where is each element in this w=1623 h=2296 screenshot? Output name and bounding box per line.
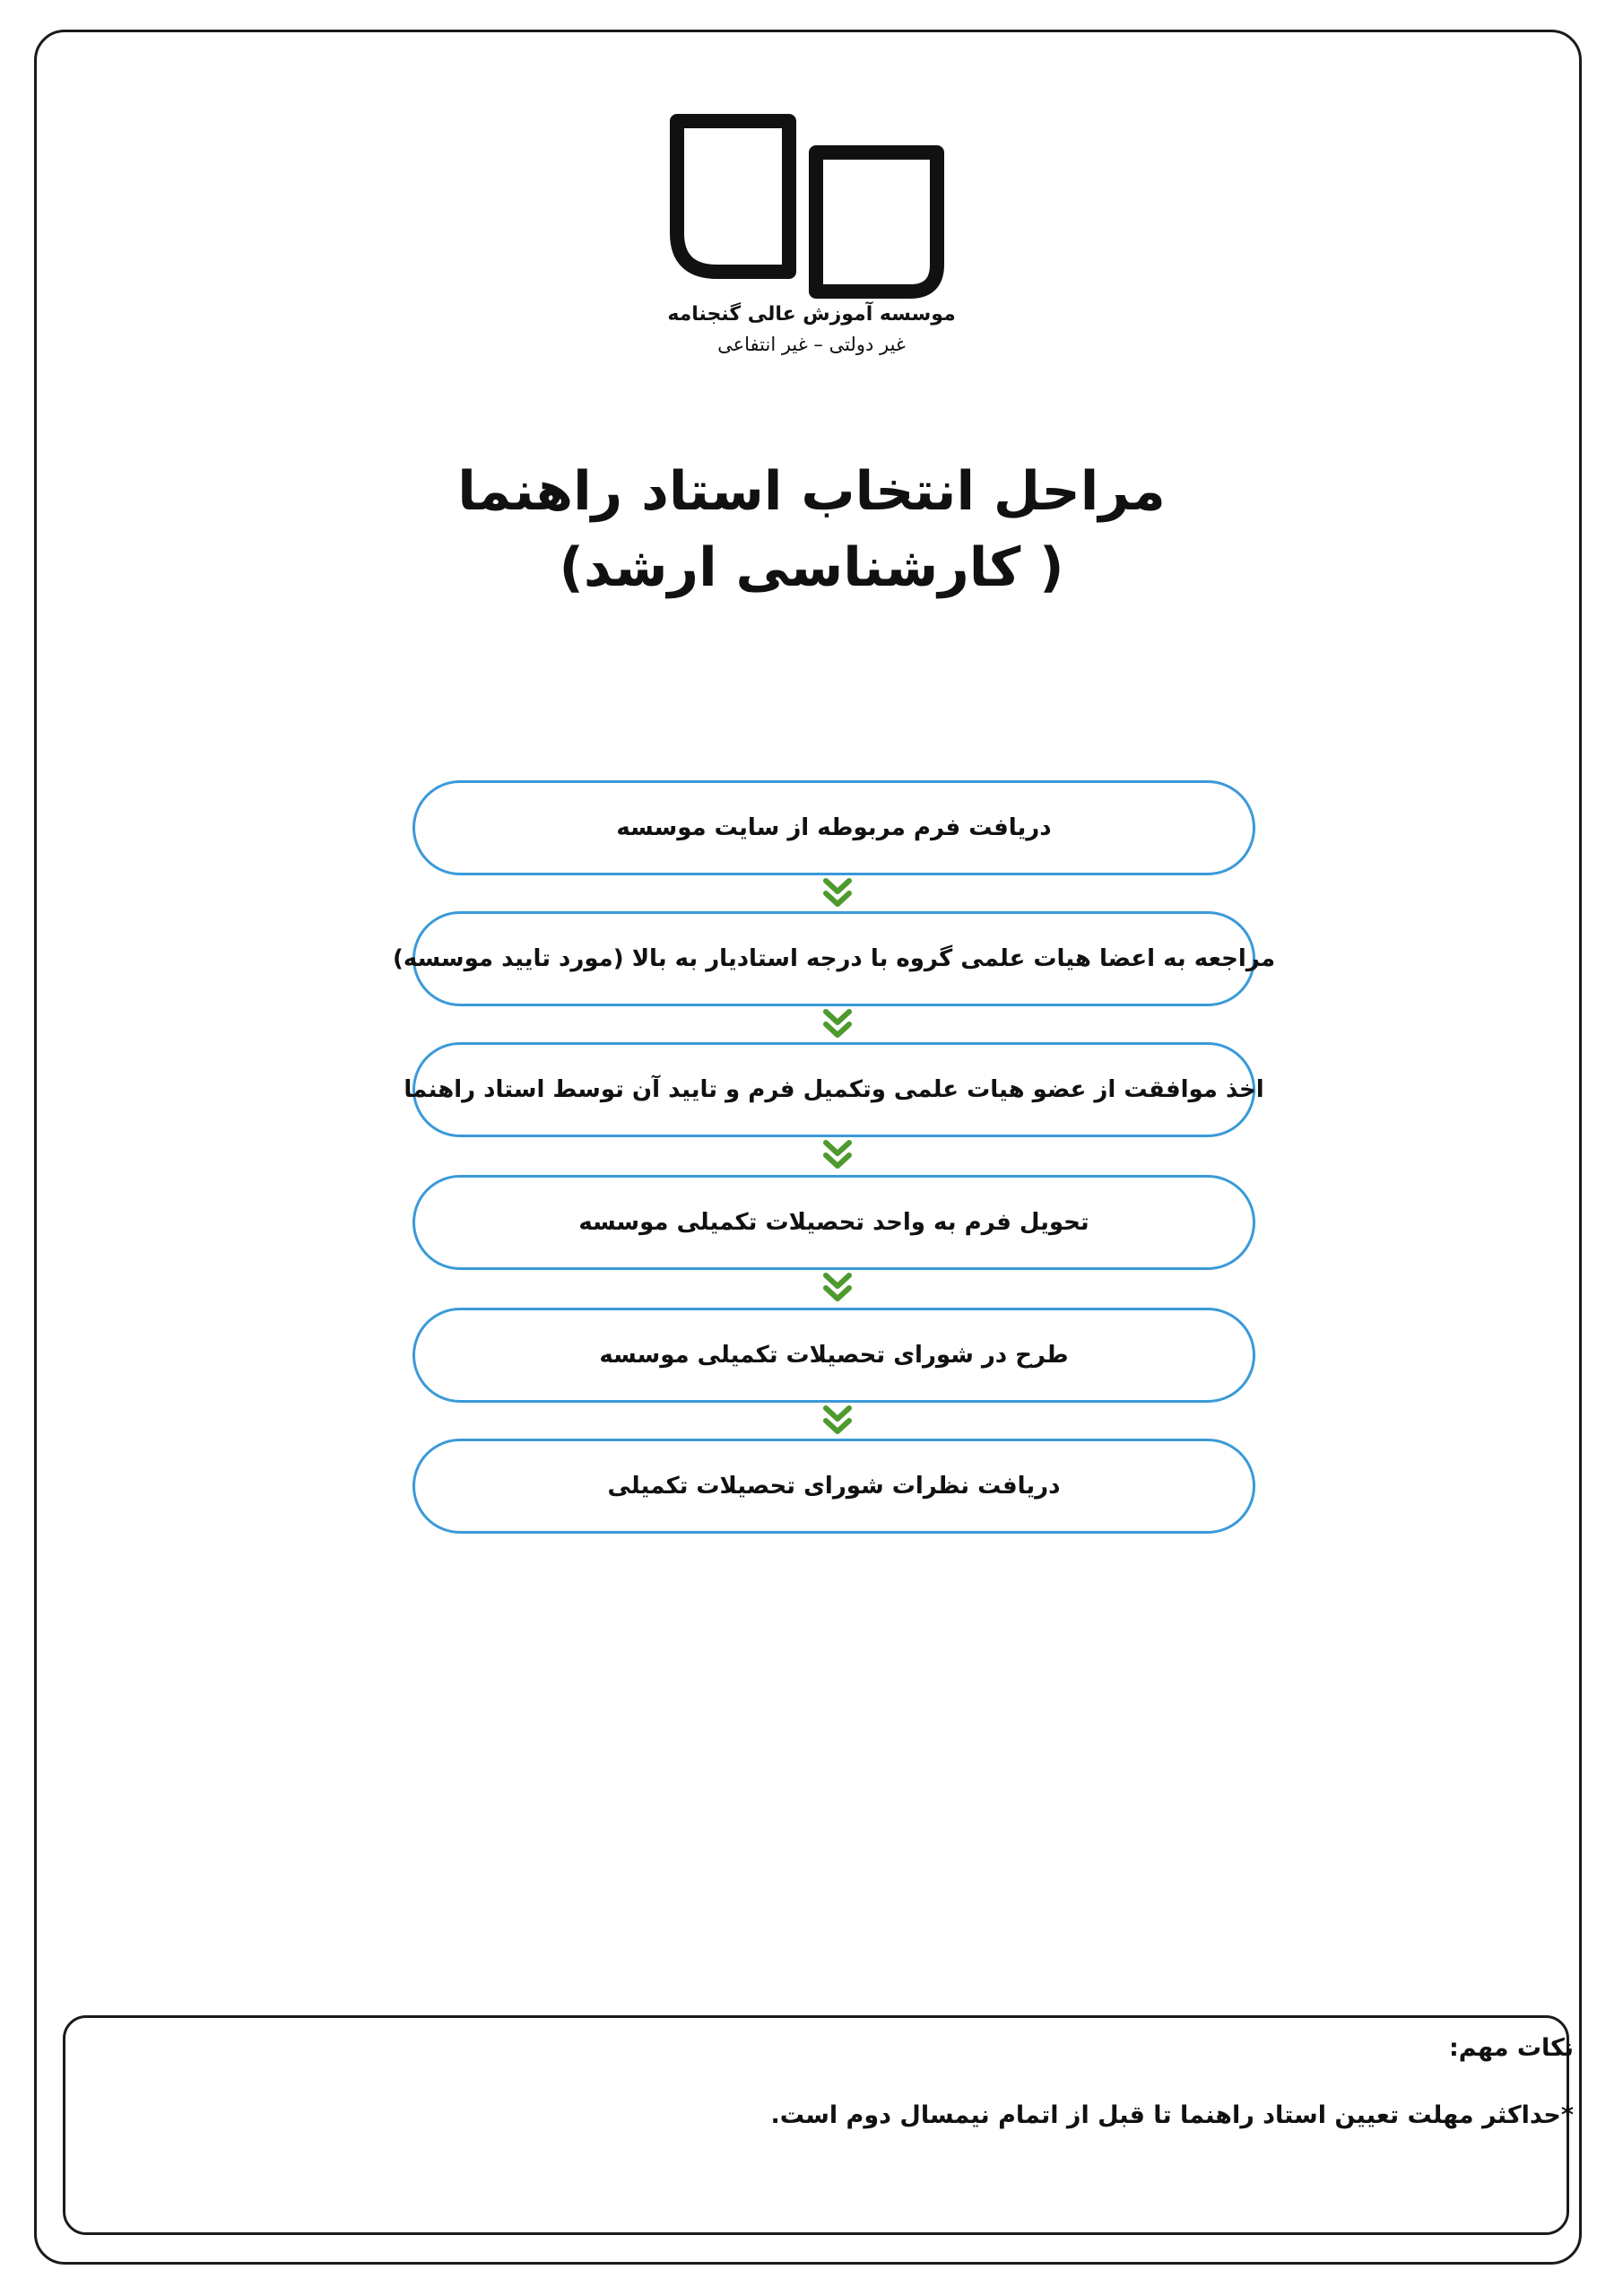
flow-step-label: دریافت فرم مربوطه از سایت موسسه <box>616 814 1052 841</box>
org-type: غیر دولتی – غیر انتفاعی <box>717 334 906 355</box>
flow-step-label: طرح در شورای تحصیلات تکمیلی موسسه <box>599 1342 1069 1369</box>
flow-step-label: مراجعه به اعضا هیات علمی گروه با درجه استادیار به بالا (مورد تایید موسسه) <box>392 945 1276 972</box>
flow-step-label: اخذ موافقت از عضو هیات علمی وتکمیل فرم و تایید آن توسط استاد راهنما <box>404 1076 1264 1103</box>
flow-step-5 <box>412 1308 1255 1403</box>
page-subtitle: ( کارشناسی ارشد) <box>559 536 1064 599</box>
page-frame <box>34 30 1582 2265</box>
flow-step-1 <box>412 780 1255 875</box>
notes-item: *حداکثر مهلت تعیین استاد راهنما تا قبل از اتمام نیمسال دوم است. <box>770 2101 1574 2129</box>
notes-title: نکات مهم: <box>1448 2034 1574 2062</box>
page-title: مراحل انتخاب استاد راهنما <box>457 460 1166 523</box>
double-chevron-down-icon <box>821 1272 854 1304</box>
org-name: موسسه آموزش عالی گنجنامه <box>667 303 956 326</box>
double-chevron-down-icon <box>821 1405 854 1437</box>
flow-step-6 <box>412 1439 1255 1534</box>
double-chevron-down-icon <box>821 1008 854 1040</box>
double-chevron-down-icon <box>821 1139 854 1171</box>
double-chevron-down-icon <box>821 877 854 909</box>
flow-step-3 <box>404 1042 1264 1137</box>
book-logo-icon <box>668 112 951 300</box>
flow-step-label: دریافت نظرات شورای تحصیلات تکمیلی <box>607 1473 1061 1500</box>
flow-step-label: تحویل فرم به واحد تحصیلات تکمیلی موسسه <box>578 1209 1089 1236</box>
flow-step-2 <box>392 911 1276 1006</box>
flow-step-4 <box>412 1175 1255 1270</box>
